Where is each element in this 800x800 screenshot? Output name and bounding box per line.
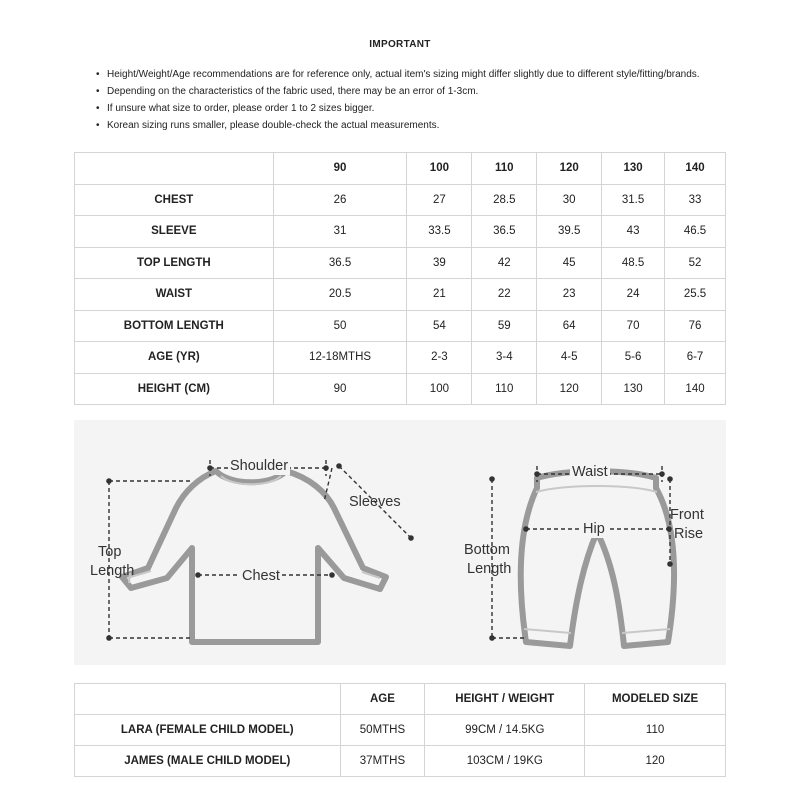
table-cell: 2-3 xyxy=(407,342,472,374)
table-row xyxy=(75,216,726,248)
header-cell: 100 xyxy=(407,153,472,185)
row-label: TOP LENGTH xyxy=(75,247,274,279)
table-row xyxy=(75,247,726,279)
header-cell: 90 xyxy=(273,153,407,185)
note-item: • If unsure what size to order, please order 1 to 2 sizes bigger. xyxy=(96,100,716,117)
table-cell: 28.5 xyxy=(472,184,537,216)
table-cell: 110 xyxy=(472,373,537,405)
size-header-row xyxy=(75,153,726,185)
table-cell: 48.5 xyxy=(602,247,665,279)
table-cell: 90 xyxy=(273,373,407,405)
table-cell: 36.5 xyxy=(472,216,537,248)
table-row xyxy=(75,342,726,374)
table-cell: 6-7 xyxy=(665,342,726,374)
table-cell: 31.5 xyxy=(602,184,665,216)
table-cell: 31 xyxy=(273,216,407,248)
table-cell: 3-4 xyxy=(472,342,537,374)
row-label: WAIST xyxy=(75,279,274,311)
label-front-rise-line2: Rise xyxy=(674,526,704,542)
table-cell: 140 xyxy=(665,373,726,405)
header-cell: 140 xyxy=(665,153,726,185)
table-cell: 120 xyxy=(537,373,602,405)
table-cell: 26 xyxy=(273,184,407,216)
table-cell: 27 xyxy=(407,184,472,216)
table-cell: 4-5 xyxy=(537,342,602,374)
label-front-rise-line1: Front xyxy=(670,507,704,523)
label-sleeves: Sleeves xyxy=(349,494,401,510)
label-shoulder: Shoulder xyxy=(230,458,289,474)
label-bottom-length-line2: Length xyxy=(467,561,512,577)
note-item: • Depending on the characteristics of the fabric used, there may be an error of 1-3cm. xyxy=(96,83,716,100)
header-cell: HEIGHT / WEIGHT xyxy=(425,684,585,715)
table-cell: 50 xyxy=(273,310,407,342)
table-cell: 23 xyxy=(537,279,602,311)
table-cell: 76 xyxy=(665,310,726,342)
table-cell: 54 xyxy=(407,310,472,342)
label-top-length-line2: Length xyxy=(90,563,135,579)
model-height-weight: 99CM / 14.5KG xyxy=(425,715,585,746)
table-cell: 39 xyxy=(407,247,472,279)
table-cell: 36.5 xyxy=(273,247,407,279)
table-cell: 42 xyxy=(472,247,537,279)
table-cell: 43 xyxy=(602,216,665,248)
table-row xyxy=(75,184,726,216)
page-title: IMPORTANT xyxy=(369,39,431,50)
label-chest: Chest xyxy=(242,568,280,584)
header-cell: 110 xyxy=(472,153,537,185)
table-cell: 25.5 xyxy=(665,279,726,311)
table-cell: 100 xyxy=(407,373,472,405)
row-label: CHEST xyxy=(75,184,274,216)
header-cell: MODELED SIZE xyxy=(585,684,726,715)
model-name: JAMES (MALE CHILD MODEL) xyxy=(75,746,341,777)
model-size: 110 xyxy=(585,715,726,746)
measurement-diagram xyxy=(74,420,726,665)
model-header-row xyxy=(75,684,726,715)
note-item: • Height/Weight/Age recommendations are for reference only, actual item's sizing might differ slightly due to different style/fitting/brands. xyxy=(96,66,716,83)
table-row xyxy=(75,310,726,342)
model-name: LARA (FEMALE CHILD MODEL) xyxy=(75,715,341,746)
header-cell xyxy=(75,153,274,185)
label-top-length-line1: Top xyxy=(98,544,122,560)
header-cell: AGE xyxy=(340,684,425,715)
row-label: AGE (YR) xyxy=(75,342,274,374)
model-height-weight: 103CM / 19KG xyxy=(425,746,585,777)
row-label: SLEEVE xyxy=(75,216,274,248)
table-cell: 33 xyxy=(665,184,726,216)
table-cell: 45 xyxy=(537,247,602,279)
table-row xyxy=(75,715,726,746)
table-cell: 21 xyxy=(407,279,472,311)
note-item: • Korean sizing runs smaller, please double-check the actual measurements. xyxy=(96,117,716,134)
table-row xyxy=(75,279,726,311)
table-cell: 46.5 xyxy=(665,216,726,248)
table-cell: 130 xyxy=(602,373,665,405)
label-bottom-length-line1: Bottom xyxy=(464,542,510,558)
model-age: 50MTHS xyxy=(340,715,425,746)
header-cell xyxy=(75,684,341,715)
table-cell: 20.5 xyxy=(273,279,407,311)
model-age: 37MTHS xyxy=(340,746,425,777)
table-cell: 70 xyxy=(602,310,665,342)
model-size-table xyxy=(74,683,726,777)
header-cell: 130 xyxy=(602,153,665,185)
table-row xyxy=(75,373,726,405)
table-cell: 64 xyxy=(537,310,602,342)
table-cell: 33.5 xyxy=(407,216,472,248)
table-cell: 30 xyxy=(537,184,602,216)
pants-outline xyxy=(521,471,674,646)
row-label: BOTTOM LENGTH xyxy=(75,310,274,342)
table-row xyxy=(75,746,726,777)
table-cell: 59 xyxy=(472,310,537,342)
table-cell: 22 xyxy=(472,279,537,311)
notes-list xyxy=(96,66,716,134)
table-cell: 5-6 xyxy=(602,342,665,374)
header-cell: 120 xyxy=(537,153,602,185)
label-waist: Waist xyxy=(572,464,608,480)
table-cell: 52 xyxy=(665,247,726,279)
size-chart-table xyxy=(74,152,726,405)
table-cell: 12-18MTHS xyxy=(273,342,407,374)
model-size: 120 xyxy=(585,746,726,777)
table-cell: 24 xyxy=(602,279,665,311)
garment-illustration xyxy=(74,420,726,665)
row-label: HEIGHT (CM) xyxy=(75,373,274,405)
label-hip: Hip xyxy=(583,521,605,537)
table-cell: 39.5 xyxy=(537,216,602,248)
